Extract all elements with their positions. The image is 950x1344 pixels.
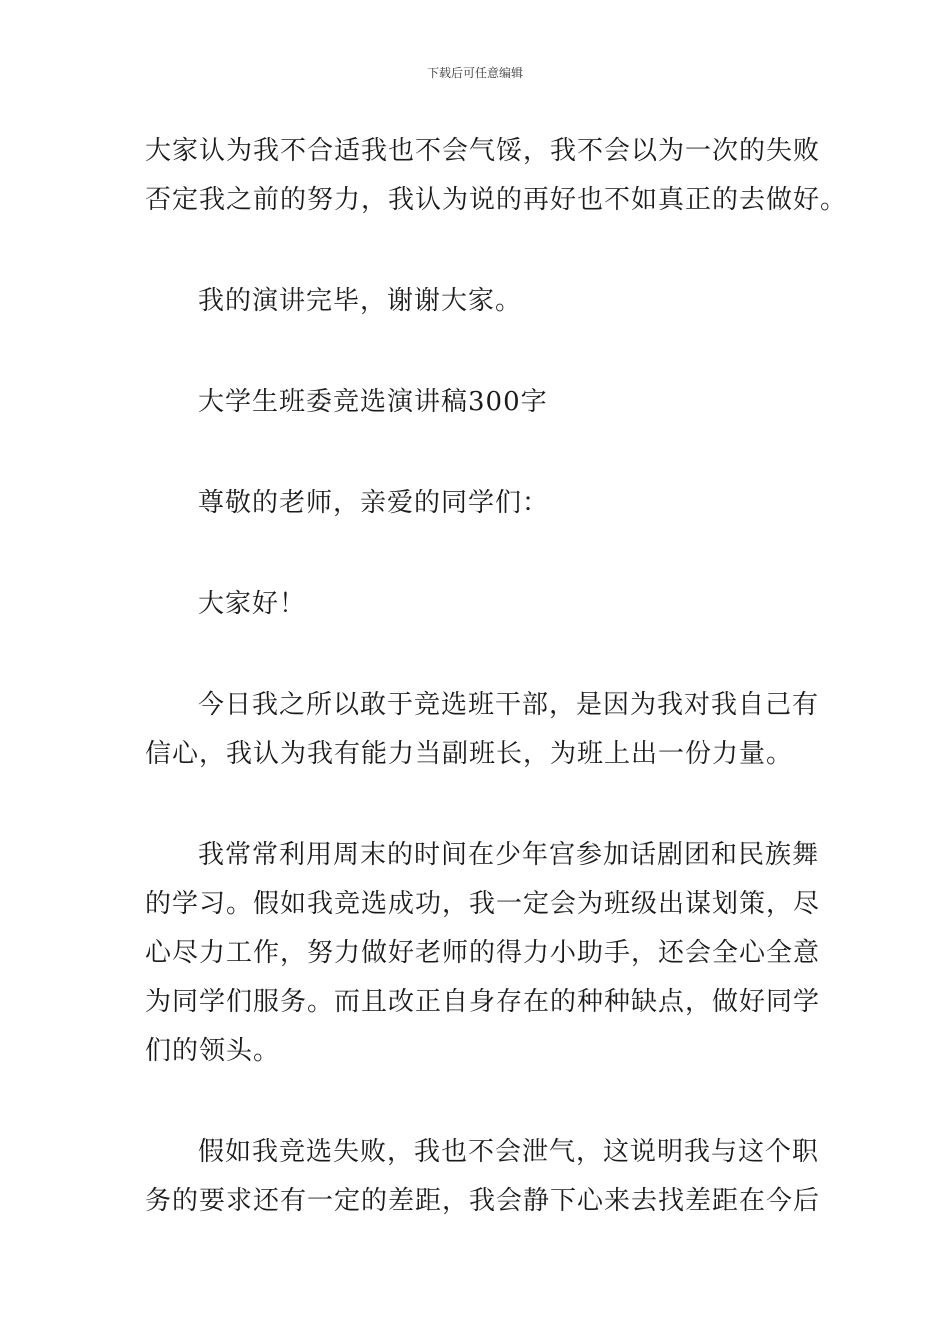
text-line: 今日我之所以敢于竞选班干部，是因为我对我自己有 bbox=[198, 690, 820, 720]
document-body bbox=[145, 127, 848, 1226]
paragraph bbox=[145, 681, 820, 779]
greeting bbox=[145, 580, 805, 629]
paragraph bbox=[145, 277, 805, 326]
salutation bbox=[145, 479, 805, 528]
text-line: 我常常利用周末的时间在少年宫参加话剧团和民族舞 bbox=[198, 840, 820, 870]
paragraph bbox=[145, 127, 848, 225]
text-line: 我的演讲完毕，谢谢大家。 bbox=[198, 286, 523, 316]
section-title bbox=[145, 378, 805, 427]
text-line: 否定我之前的努力，我认为说的再好也不如真正的去做好。 bbox=[145, 185, 848, 215]
text-line: 们的领头。 bbox=[145, 1036, 281, 1066]
text-line: 假如我竞选失败，我也不会泄气，这说明我与这个职 bbox=[198, 1137, 820, 1167]
text-line: 大家认为我不合适我也不会气馁，我不会以为一次的失败 bbox=[145, 136, 821, 166]
text-line: 大家好！ bbox=[198, 589, 307, 619]
text-line: 大学生班委竞选演讲稿300字 bbox=[198, 387, 548, 417]
text-line: 信心，我认为我有能力当副班长，为班上出一份力量。 bbox=[145, 739, 794, 769]
text-line: 务的要求还有一定的差距，我会静下心来去找差距在今后 bbox=[145, 1186, 821, 1216]
text-line: 为同学们服务。而且改正自身存在的种种缺点，做好同学 bbox=[145, 987, 821, 1017]
paragraph bbox=[145, 1128, 821, 1226]
text-line: 心尽力工作，努力做好老师的得力小助手，还会全心全意 bbox=[145, 938, 821, 968]
text-line: 尊敬的老师，亲爱的同学们： bbox=[198, 488, 550, 518]
paragraph bbox=[145, 831, 821, 1076]
page-header: 下载后可任意编辑 bbox=[426, 66, 523, 80]
text-line: 的学习。假如我竞选成功，我一定会为班级出谋划策，尽 bbox=[145, 889, 821, 919]
